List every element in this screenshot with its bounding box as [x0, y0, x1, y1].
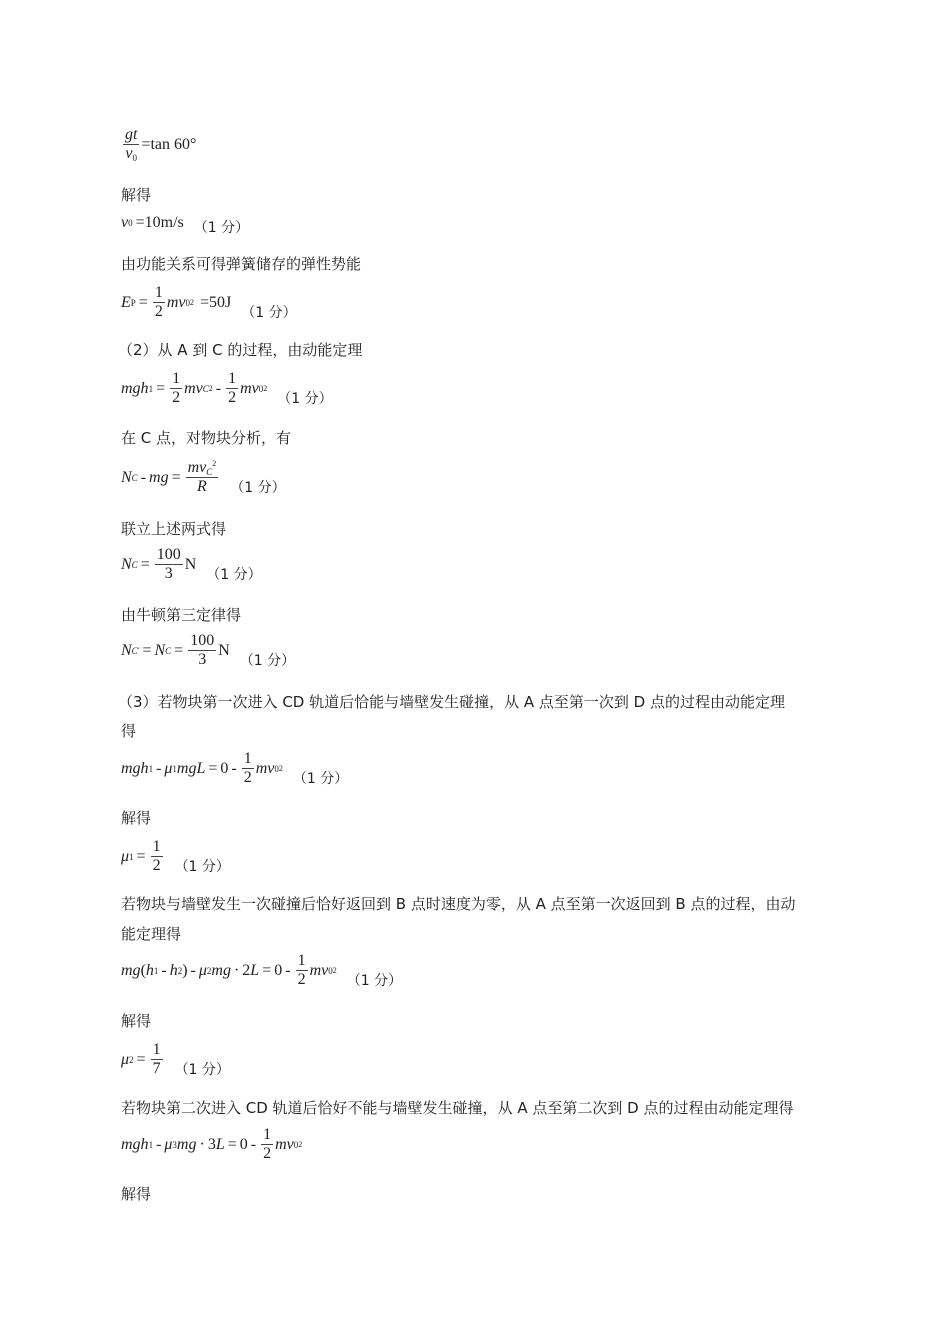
score-note: （1 分）	[174, 1061, 230, 1078]
text-line: 解得	[121, 809, 152, 827]
text-line: 解得	[121, 1012, 152, 1030]
equation-rhs: =tan 60°	[141, 135, 197, 153]
equation-rhs: =10m/s	[135, 214, 184, 231]
text-line: 能定理得	[121, 925, 182, 943]
score-note: （1 分）	[239, 652, 296, 669]
equation-mu2-value: μ 2 = $\frac{1}{7}$ （1 分）	[121, 1041, 230, 1078]
equation-mu2: mg ( h 1 - h 2 ) - μ 2 mg · 2 L = 0 - $\frac{1}{2}$ mv 0 2 （1 分）	[121, 952, 403, 989]
score-note: （1 分）	[241, 304, 297, 321]
equation-force-c: N C - mg = $\frac{mv_C^2}{R}$ （1 分）	[121, 459, 286, 496]
equation-nc-prime: N C ′ = N C = $\frac{100}{3}$ N （1 分）	[121, 632, 296, 669]
equation-tan	[121, 126, 196, 164]
text-line: 联立上述两式得	[121, 520, 227, 538]
equation-nc: N C = $\frac{100}{3}$ N （1 分）	[121, 546, 262, 583]
text-line: 在 C 点，对物块分析，有	[121, 429, 292, 447]
score-note: （1 分）	[346, 972, 403, 989]
text-line: 由功能关系可得弹簧储存的弹性势能	[121, 255, 362, 273]
score-note: （1 分）	[292, 770, 349, 787]
fraction: $\frac{gt}{v_0}$	[125, 126, 138, 164]
text-line: 若物块第二次进入 CD 轨道后恰好不能与墙壁发生碰撞，从 A 点至第二次到 D 点的过程由动能定理得	[121, 1099, 794, 1117]
text-line: 解得	[121, 186, 152, 204]
text-line: 若物块与墙壁发生一次碰撞后恰好返回到 B 点时速度为零，从 A 点至第一次返回到 B 点的过程，由动	[121, 895, 796, 913]
text-line: 得	[121, 722, 137, 740]
equation-mu3: mgh 1 - μ 3 mg · 3 L = 0 - $\frac{1}{2}$ mv 0 2	[121, 1126, 303, 1163]
equation-energy-ac: mgh 1 = $\frac{1}{2}$ mv C 2 - $\frac{1}{2}$ mv 0 2 （1 分）	[121, 370, 333, 407]
score-note: （1 分）	[230, 479, 286, 496]
score-note: （1 分）	[277, 390, 333, 407]
text-line: 解得	[121, 1185, 152, 1203]
score-note: （1 分）	[174, 858, 230, 875]
text-line: （2）从 A 到 C 的过程，由动能定理	[118, 341, 363, 359]
equation-v0: v 0 =10m/s （1 分）	[121, 214, 250, 236]
equation-mu1: mgh 1 - μ 1 mgL = 0 - $\frac{1}{2}$ mv 0 2 （1 分）	[121, 750, 349, 787]
text-line: 由牛顿第三定律得	[121, 606, 242, 624]
equation-rhs: =50J	[199, 293, 232, 311]
equation-mu1-value: μ 1 = $\frac{1}{2}$ （1 分）	[121, 838, 230, 875]
score-note: （1 分）	[193, 220, 250, 236]
score-note: （1 分）	[206, 566, 262, 583]
text-line: （3）若物块第一次进入 CD 轨道后恰能与墙壁发生碰撞，从 A 点至第一次到 D 点的过程由动能定理	[118, 693, 785, 711]
equation-ep: E P = $\frac{1}{2}$ mv 0 2 =50J （1 分）	[121, 284, 297, 321]
